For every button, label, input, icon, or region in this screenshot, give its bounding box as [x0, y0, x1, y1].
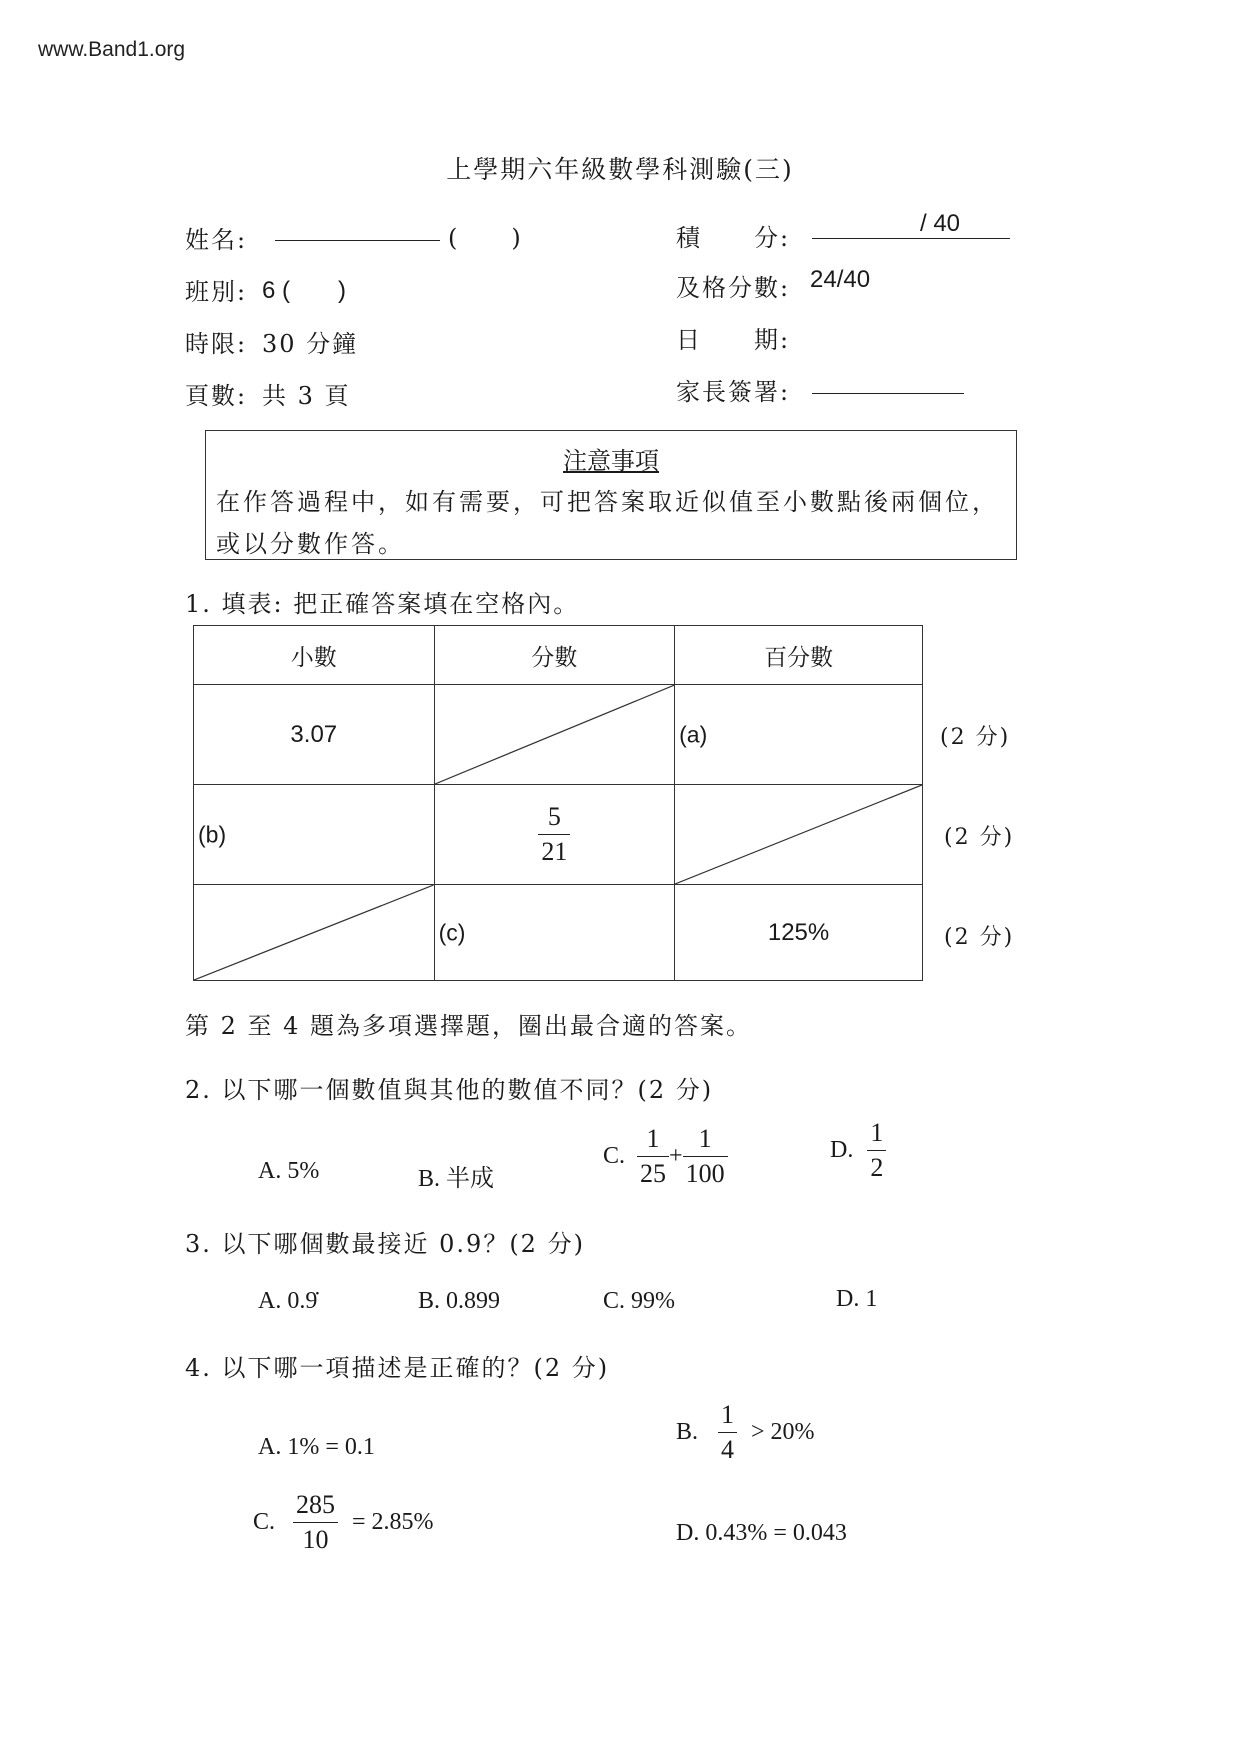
- site-url: www.Band1.org: [38, 38, 186, 61]
- q4-c-rest: = 2.85%: [352, 1509, 434, 1535]
- header-decimal: 小數: [194, 626, 435, 685]
- plus-sign: +: [669, 1143, 683, 1169]
- r3-decimal-crossed: [194, 885, 435, 981]
- frac-denominator: 21: [541, 837, 568, 866]
- q4-option-c[interactable]: [253, 1490, 434, 1555]
- q2-option-b[interactable]: B. 半成: [418, 1166, 495, 1192]
- mc-intro: 第 2 至 4 題為多項選擇題，圈出最合適的答案。: [185, 1012, 753, 1040]
- r1-percent-answer[interactable]: [675, 685, 923, 785]
- q3-prompt: 3. 以下哪個數最接近 0.9？(2 分): [185, 1230, 585, 1258]
- fraction-1-2: [867, 1118, 886, 1183]
- frac-numerator: 1: [646, 1124, 660, 1153]
- date-label: 日 期:: [676, 326, 791, 354]
- q2-d-label: D.: [830, 1137, 854, 1163]
- marks-row1: (2 分): [940, 725, 1011, 750]
- frac-denominator: 10: [302, 1525, 329, 1554]
- pass-label: 及格分數:: [676, 274, 791, 302]
- header-percent: 百分數: [675, 626, 923, 685]
- name-line[interactable]: [275, 240, 440, 241]
- marks-row2: (2 分): [944, 825, 1015, 850]
- fraction-1-25: [637, 1124, 669, 1189]
- frac-denominator: 25: [640, 1159, 667, 1188]
- fraction-285-10: [293, 1490, 338, 1555]
- diagonal-slash: [435, 685, 675, 784]
- q4-c-label: C.: [253, 1509, 276, 1535]
- frac-numerator: 1: [698, 1124, 712, 1153]
- r2-decimal-answer[interactable]: [194, 785, 435, 885]
- table-row: [194, 885, 923, 981]
- r2-fraction: [434, 785, 675, 885]
- r1-decimal-value: 3.07: [290, 721, 338, 748]
- r2-percent-crossed: [675, 785, 923, 885]
- q1-table: [193, 625, 923, 981]
- score-label: 積 分:: [676, 224, 791, 252]
- fraction-1-100: [683, 1124, 728, 1189]
- score-line[interactable]: [812, 238, 1010, 239]
- frac-numerator: 285: [296, 1490, 336, 1519]
- name-label: 姓名:: [185, 226, 248, 254]
- answer-b-label: (b): [198, 821, 227, 847]
- r1-decimal: [194, 685, 435, 785]
- q4-option-b[interactable]: [676, 1400, 815, 1465]
- frac-denominator: 2: [870, 1153, 884, 1182]
- pages-label: 頁數:: [185, 382, 248, 410]
- r1-fraction-crossed: [434, 685, 675, 785]
- r3-percent: [675, 885, 923, 981]
- q2-c-label: C.: [603, 1143, 626, 1169]
- parent-label: 家長簽署:: [676, 378, 791, 406]
- q2-option-c[interactable]: [603, 1124, 728, 1189]
- r3-fraction-answer[interactable]: [434, 885, 675, 981]
- q1-prompt: 1. 填表: 把正確答案填在空格內。: [185, 590, 580, 618]
- q4-b-rest: > 20%: [751, 1419, 815, 1445]
- class-value: 6 ( ): [262, 277, 346, 304]
- pages-value: 共 3 頁: [262, 382, 351, 410]
- q3-option-b[interactable]: B. 0.899: [418, 1288, 501, 1314]
- q2-option-a[interactable]: A. 5%: [258, 1158, 320, 1184]
- table-header-row: [194, 626, 923, 685]
- marks-row3: (2 分): [944, 925, 1015, 950]
- exam-title: 上學期六年級數學科測驗(三): [446, 155, 794, 184]
- frac-numerator: 1: [721, 1400, 735, 1429]
- q3-option-c[interactable]: C. 99%: [603, 1288, 675, 1314]
- q3-option-a[interactable]: A. 0.9̇: [258, 1288, 318, 1314]
- parent-signature-line[interactable]: [812, 393, 964, 394]
- table-row: [194, 685, 923, 785]
- q4-prompt: 4. 以下哪一項描述是正確的？(2 分): [185, 1354, 610, 1382]
- r3-percent-value: 125%: [767, 919, 830, 946]
- answer-c-label: (c): [438, 919, 466, 945]
- time-label: 時限:: [185, 330, 248, 358]
- class-label: 班別:: [185, 278, 248, 306]
- frac-denominator: 4: [721, 1435, 735, 1464]
- time-value: 30 分鐘: [262, 330, 359, 358]
- score-total: / 40: [920, 210, 961, 237]
- notice-box: [205, 430, 1017, 560]
- answer-a-label: (a): [679, 721, 708, 747]
- header-fraction: 分數: [434, 626, 675, 685]
- q3-option-d[interactable]: D. 1: [836, 1286, 878, 1312]
- fraction-1-4: [718, 1400, 737, 1465]
- notice-body: 在作答過程中，如有需要，可把答案取近似值至小數點後兩個位，或以分數作答。: [216, 488, 999, 558]
- frac-numerator: 5: [547, 802, 561, 831]
- diagonal-slash: [194, 885, 434, 980]
- diagonal-slash: [675, 785, 922, 884]
- q4-option-a[interactable]: A. 1% = 0.1: [258, 1434, 375, 1460]
- q2-option-d[interactable]: [830, 1118, 886, 1183]
- pass-value: 24/40: [810, 266, 871, 293]
- name-paren: ( ): [448, 224, 523, 252]
- q2-prompt: 2. 以下哪一個數值與其他的數值不同？(2 分): [185, 1076, 714, 1104]
- table-row: [194, 785, 923, 885]
- notice-title: 注意事項: [563, 447, 659, 475]
- fraction-5-21: [538, 802, 570, 867]
- frac-denominator: 100: [685, 1159, 725, 1188]
- q4-option-d[interactable]: D. 0.43% = 0.043: [676, 1520, 847, 1546]
- q4-b-label: B.: [676, 1419, 699, 1445]
- frac-numerator: 1: [870, 1118, 884, 1147]
